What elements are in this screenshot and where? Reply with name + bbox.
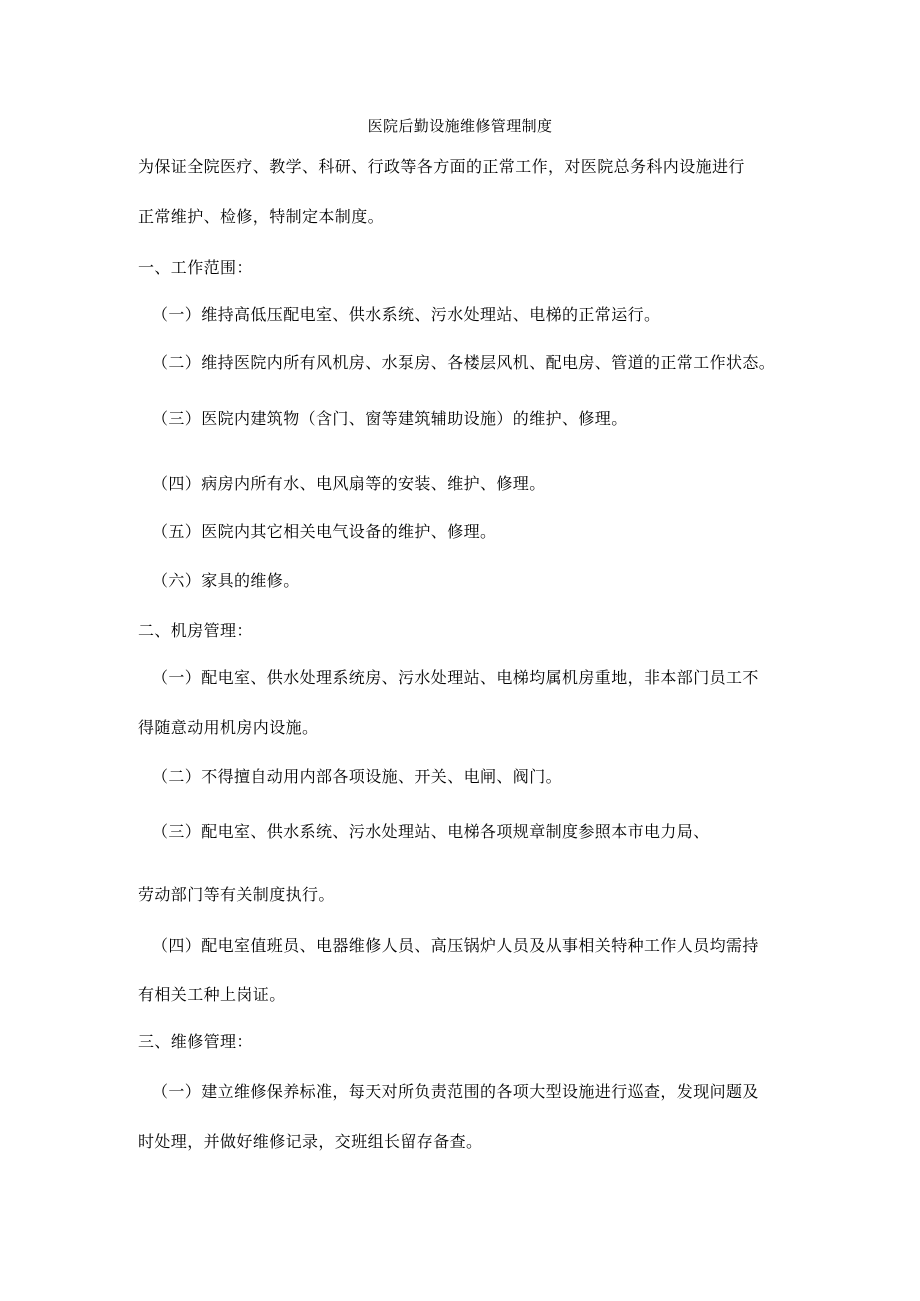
document-title: 医院后勤设施维修管理制度 [367, 117, 553, 135]
section-1-item-6: （六）家具的维修。 [152, 571, 300, 590]
intro-line-1: 为保证全院医疗、教学、科研、行政等各方面的正常工作，对医院总务科内设施进行 [138, 157, 745, 176]
section-1-item-2: （二）维持医院内所有风机房、水泵房、各楼层风机、配电房、管道的正常工作状态。 [152, 353, 776, 372]
section-3-item-1-line-2: 时处理，并做好维修记录，交班组长留存备查。 [138, 1132, 483, 1151]
section-2-item-2: （二）不得擅自动用内部各项设施、开关、电闸、阀门。 [152, 767, 563, 786]
section-3-item-1-line-1: （一）建立维修保养标准，每天对所负责范围的各项大型设施进行巡查，发现问题及 [152, 1082, 759, 1101]
section-1-item-4: （四）病房内所有水、电风扇等的安装、维护、修理。 [152, 474, 546, 493]
intro-line-2: 正常维护、检修，特制定本制度。 [138, 207, 385, 226]
section-1-heading: 一、工作范围： [138, 258, 253, 277]
section-2-item-4-line-2: 有相关工种上岗证。 [138, 985, 286, 1004]
section-1-item-3: （三）医院内建筑物（含门、窗等建筑辅助设施）的维护、修理。 [152, 409, 628, 428]
section-2-item-3-line-1: （三）配电室、供水系统、污水处理站、电梯各项规章制度参照本市电力局、 [152, 822, 710, 841]
section-3-heading: 三、维修管理： [138, 1032, 253, 1051]
section-2-item-1-line-1: （一）配电室、供水处理系统房、污水处理站、电梯均属机房重地，非本部门员工不 [152, 668, 759, 687]
section-1-item-5: （五）医院内其它相关电气设备的维护、修理。 [152, 522, 497, 541]
section-2-item-4-line-1: （四）配电室值班员、电器维修人员、高压锅炉人员及从事相关特种工作人员均需持 [152, 936, 759, 955]
section-2-item-1-line-2: 得随意动用机房内设施。 [138, 718, 319, 737]
section-2-item-3-line-2: 劳动部门等有关制度执行。 [138, 885, 335, 904]
section-2-heading: 二、机房管理： [138, 621, 253, 640]
section-1-item-1: （一）维持高低压配电室、供水系统、污水处理站、电梯的正常运行。 [152, 305, 661, 324]
